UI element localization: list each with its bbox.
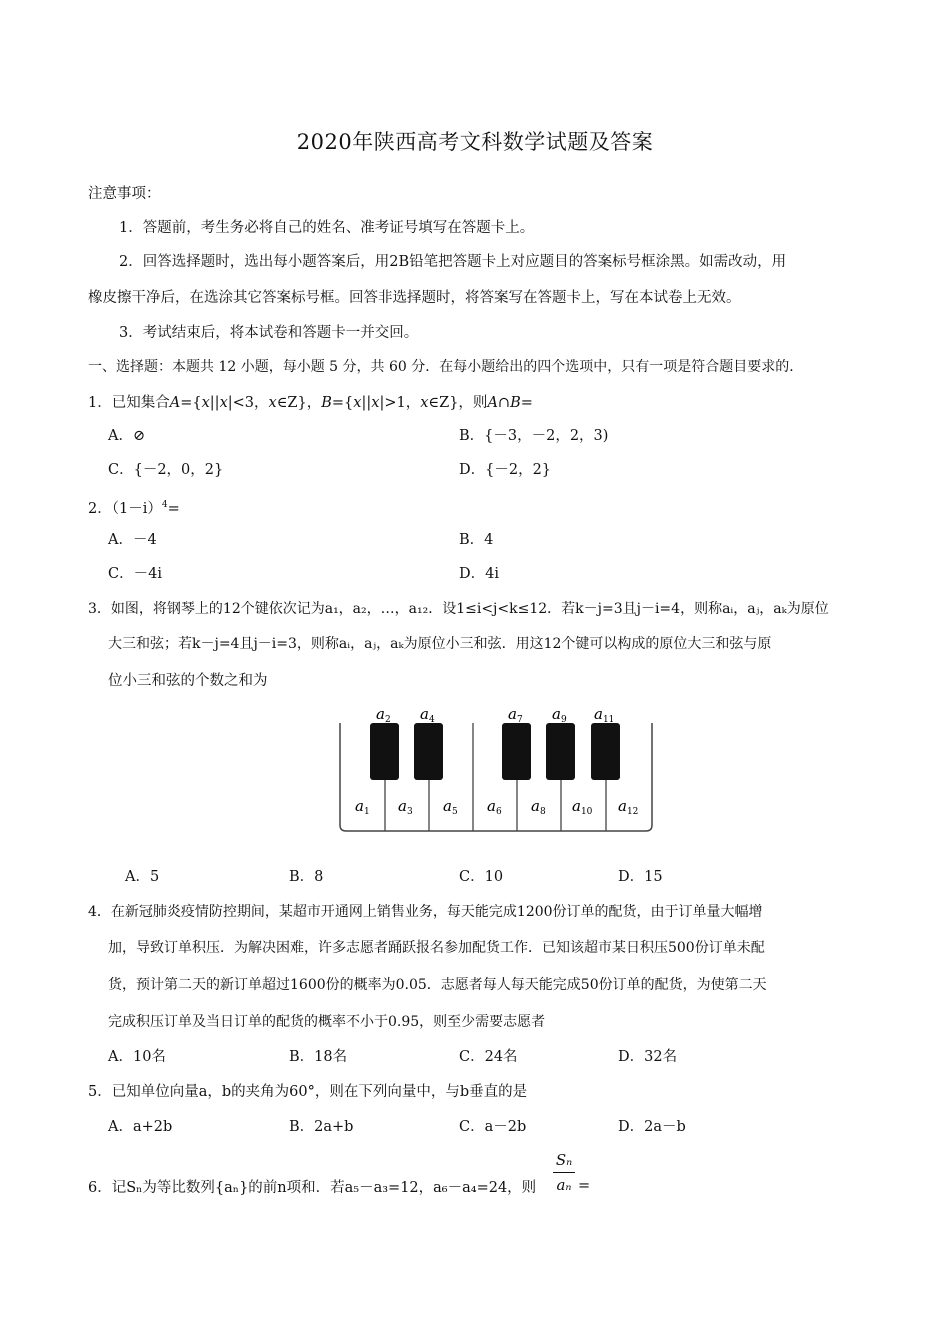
notice-item-2-line2: 橡皮擦干净后，在选涂其它答案标号框。回答非选择题时，将答案写在答题卡上，写在本试卷上无效。 bbox=[88, 290, 741, 306]
fraction-denominator: aₙ bbox=[556, 1176, 572, 1194]
label-a2: $a_2$ bbox=[376, 705, 391, 725]
notice-item-1: 1．答题前，考生务必将自己的姓名、准考证号填写在答题卡上。 bbox=[119, 220, 535, 236]
question-4-line4: 完成积压订单及当日订单的配货的概率不小于0.95，则至少需要志愿者 bbox=[108, 1014, 546, 1030]
label-a9: $a_9$ bbox=[552, 705, 567, 725]
question-5-stem: 5．已知单位向量a，b的夹角为60°，则在下列向量中，与b垂直的是 bbox=[88, 1084, 528, 1100]
notice-item-2-line1: 2．回答选择题时，选出每小题答案后，用2B铅笔把答题卡上对应题目的答案标号框涂黑。如需改动，用 bbox=[119, 254, 787, 270]
label-a11: $a_{11}$ bbox=[594, 705, 615, 725]
question-4-line1: 4．在新冠肺炎疫情防控期间，某超市开通网上销售业务，每天能完成1200份订单的配货，由于订单量大幅增 bbox=[88, 904, 763, 920]
question-1-option-b: B．{－3，－2，2，3) bbox=[459, 428, 609, 444]
notice-item-3: 3．考试结束后，将本试卷和答题卡一并交回。 bbox=[119, 325, 419, 341]
fraction-numerator: Sₙ bbox=[555, 1151, 573, 1169]
question-3-option-b: B．8 bbox=[289, 869, 324, 885]
question-2-option-b: B．4 bbox=[459, 532, 494, 548]
question-1-option-c: C．{－2，0，2} bbox=[108, 462, 224, 478]
question-5-option-b: B．2a+b bbox=[289, 1119, 354, 1135]
label-a4: $a_4$ bbox=[420, 705, 435, 725]
question-5-option-a: A．a+2b bbox=[108, 1119, 173, 1135]
question-3-option-c: C．10 bbox=[459, 869, 504, 885]
question-4-option-b: B．18名 bbox=[289, 1049, 348, 1065]
label-a5: $a_5$ bbox=[443, 797, 458, 817]
question-1-option-a: A．⊘ bbox=[108, 428, 146, 444]
question-2-stem: 2．$(1-i)^4=$ bbox=[88, 500, 180, 517]
question-3-line2: 大三和弦；若k－j=4且j－i=3，则称aᵢ，aⱼ，aₖ为原位小三和弦．用这12个键可以构成的原位大三和弦与原 bbox=[108, 636, 772, 652]
black-key-a4 bbox=[414, 723, 443, 780]
question-1-option-d: D．{－2，2} bbox=[459, 462, 552, 478]
question-3-line1: 3．如图，将钢琴上的12个键依次记为a₁，a₂，…，a₁₂．设1≤i<j<k≤12．若k－j=3且j－i=4，则称aᵢ，aⱼ，aₖ为原位 bbox=[88, 601, 829, 617]
label-a3: $a_3$ bbox=[398, 797, 413, 817]
label-a1: $a_1$ bbox=[355, 797, 370, 817]
question-3-option-a: A．5 bbox=[125, 869, 160, 885]
label-a7: $a_7$ bbox=[508, 705, 523, 725]
question-2-option-c: C．－4i bbox=[108, 566, 162, 582]
question-3-option-d: D．15 bbox=[618, 869, 663, 885]
question-1-stem: 1．已知集合A={x||x|<3，x∈Z}，B={x||x|>1，x∈Z}，则A∩B= bbox=[88, 395, 533, 411]
label-a6: $a_6$ bbox=[487, 797, 502, 817]
question-5-option-c: C．a－2b bbox=[459, 1119, 527, 1135]
question-4-line2: 加，导致订单积压．为解决困难，许多志愿者踊跃报名参加配货工作．已知该超市某日积压500份订单未配 bbox=[108, 940, 765, 956]
question-3-line3: 位小三和弦的个数之和为 bbox=[108, 673, 268, 689]
question-4-option-c: C．24名 bbox=[459, 1049, 518, 1065]
fraction-bar bbox=[553, 1172, 575, 1173]
label-a8: $a_8$ bbox=[531, 797, 546, 817]
question-6-fraction bbox=[553, 1150, 575, 1195]
notice-heading: 注意事项： bbox=[88, 186, 161, 202]
question-5-option-d: D．2a－b bbox=[618, 1119, 686, 1135]
question-2-option-d: D．4i bbox=[459, 566, 499, 582]
question-4-line3: 货，预计第二天的新订单超过1600份的概率为0.05．志愿者每人每天能完成50份订单的配货，为使第二天 bbox=[108, 977, 767, 993]
black-key-a9 bbox=[546, 723, 575, 780]
black-key-a7 bbox=[502, 723, 531, 780]
label-a10: $a_{10}$ bbox=[572, 797, 593, 817]
black-key-a11 bbox=[591, 723, 620, 780]
question-2-option-a: A．－4 bbox=[108, 532, 157, 548]
question-4-option-d: D．32名 bbox=[618, 1049, 678, 1065]
question-6-stem: 6．记Sₙ为等比数列{aₙ}的前n项和．若a₅－a₃=12，a₆－a₄=24，则 bbox=[88, 1180, 537, 1196]
piano-keyboard-figure bbox=[330, 703, 662, 835]
page-title: 2020年陕西高考文科数学试题及答案 bbox=[296, 130, 654, 154]
question-6-equals: = bbox=[578, 1178, 591, 1194]
section-heading: 一、选择题：本题共 12 小题，每小题 5 分，共 60 分．在每小题给出的四个选项中，只有一项是符合题目要求的． bbox=[88, 359, 804, 375]
question-4-option-a: A．10名 bbox=[108, 1049, 166, 1065]
black-key-a2 bbox=[370, 723, 399, 780]
label-a12: $a_{12}$ bbox=[618, 797, 639, 817]
